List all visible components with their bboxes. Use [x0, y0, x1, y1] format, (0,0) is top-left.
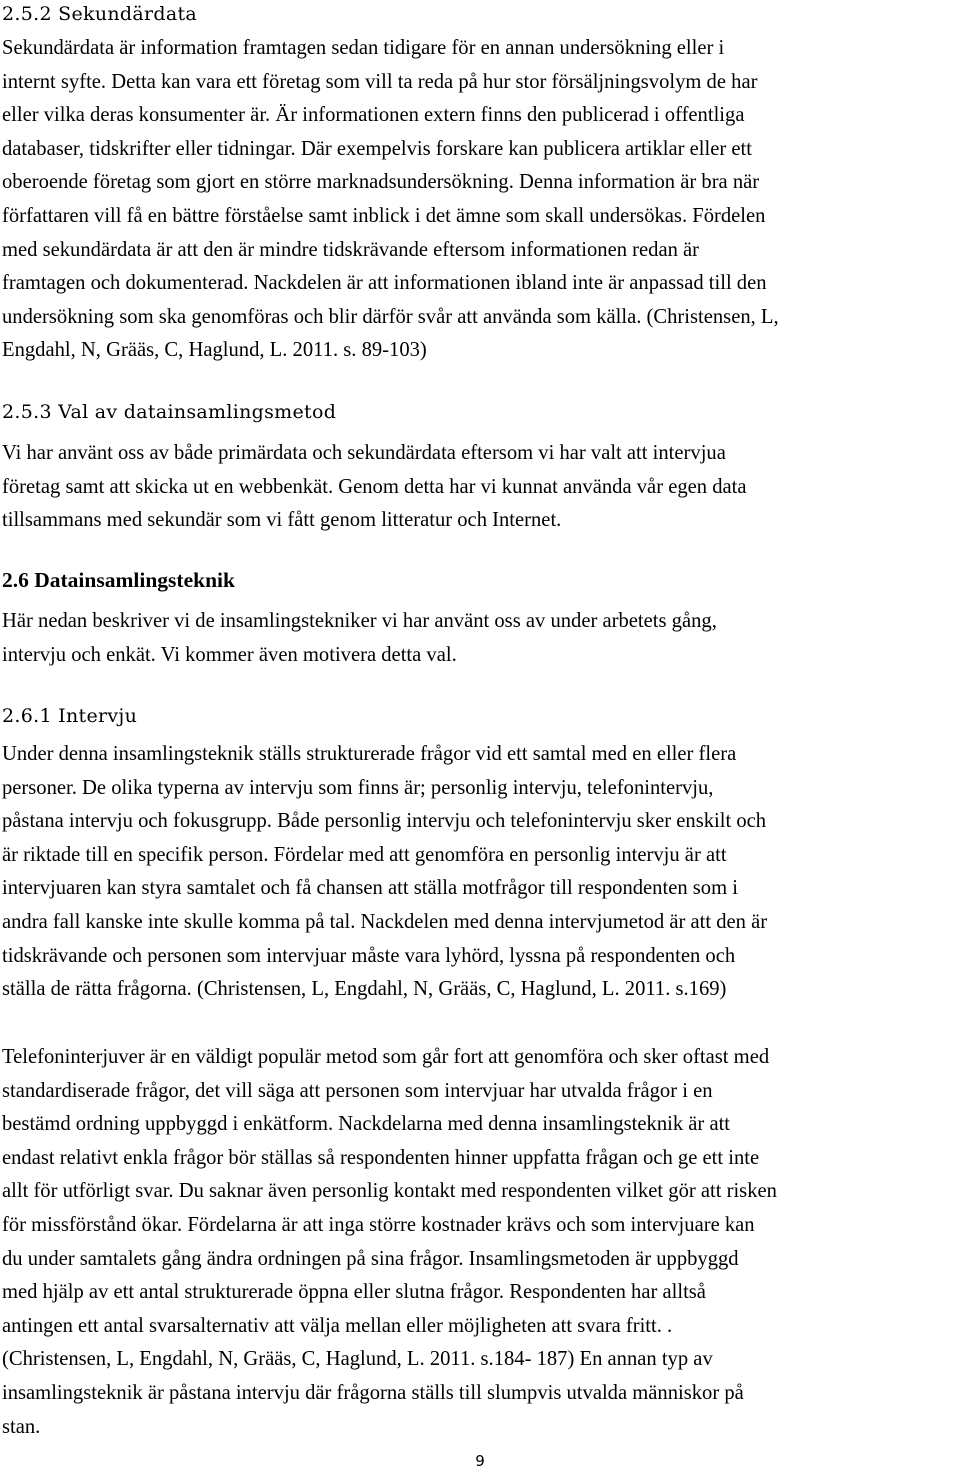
- text-line: Vi har använt oss av både primärdata och sekundärdata eftersom vi har valt att intervjua: [2, 442, 726, 464]
- text-line: eller vilka deras konsumenter är. Är informationen extern finns den publicerad i offentliga: [2, 104, 745, 127]
- text-line: databaser, tidskrifter eller tidningar. Där exempelvis forskare kan publicera artiklar eller ett: [2, 137, 752, 160]
- text-line: oberoende företag som gjort en större marknadsundersökning. Denna information är bra när: [2, 171, 760, 194]
- text-line: endast relativt enkla frågor bör ställas så respondenten hinner uppfatta frågan och ge ett inte: [2, 1146, 760, 1169]
- text-line: andra fall kanske inte skulle komma på tal. Nackdelen med denna intervjumetod är att den är: [2, 910, 768, 933]
- text-line: för missförstånd ökar. Fördelarna är att inga större kostnader krävs och som intervjuare kan: [2, 1213, 755, 1236]
- text-line: med sekundärdata är att den är mindre tidskrävande eftersom informationen redan är: [2, 238, 700, 261]
- text-line: (Christensen, L, Engdahl, N, Grääs, C, Haglund, L. 2011. s.184- 187) En annan typ av: [2, 1348, 713, 1371]
- page-number: 9: [475, 1452, 485, 1470]
- text-line: påstana intervju och fokusgrupp. Både personlig intervju och telefonintervju sker enskilt och: [2, 810, 767, 833]
- text-line: med hjälp av ett antal strukturerade öppna eller slutna frågor. Respondenten har alltså: [2, 1281, 706, 1304]
- text-line: Engdahl, N, Grääs, C, Haglund, L. 2011. s. 89-103): [2, 339, 427, 362]
- text-line: undersökning som ska genomföras och blir därför svår att använda som källa. (Christensen, L,: [2, 305, 779, 328]
- text-line: är riktade till en specifik person. Fördelar med att genomföra en personlig intervju är att: [2, 843, 727, 866]
- paragraph-sekundardata: [2, 32, 960, 368]
- text-line: standardiserade frågor, det vill säga att personen som intervjuar har utvalda frågor i en: [2, 1079, 713, 1102]
- text-line: tidskrävande och personen som intervjuar måste vara lyhörd, lyssna på respondenten och: [2, 944, 736, 967]
- text-line: intervjuaren kan styra samtalet och få chansen att ställa motfrågor till respondenten som i: [2, 877, 738, 900]
- text-line: framtagen och dokumenterad. Nackdelen är att informationen ibland inte är anpassad till den: [2, 272, 767, 295]
- text-line: Här nedan beskriver vi de insamlingstekniker vi har använt oss av under arbetets gång,: [2, 610, 717, 632]
- paragraph-telefonintervjuer: [2, 1041, 960, 1444]
- section-heading-2-5-3: 2.5.3 Val av datainsamlingsmetod: [2, 401, 337, 423]
- text-line: internt syfte. Detta kan vara ett företag som vill ta reda på hur stor försäljningsvolym de har: [2, 70, 758, 93]
- section-heading-2-5-2: 2.5.2 Sekundärdata: [2, 3, 198, 25]
- text-line: insamlingsteknik är påstana intervju där frågorna ställs till slumpvis utvalda människor på: [2, 1381, 744, 1404]
- text-line: ställa de rätta frågorna. (Christensen, L, Engdahl, N, Grääs, C, Haglund, L. 2011. s.169): [2, 978, 727, 1001]
- text-line: antingen ett antal svarsalternativ att välja mellan eller möjligheten att svara fritt. .: [2, 1314, 673, 1337]
- text-line: personer. De olika typerna av intervju som finns är; personlig intervju, telefonintervju,: [2, 776, 714, 799]
- text-line: allt för utförligt svar. Du saknar även personlig kontakt med respondenten vilket gör att risken: [2, 1180, 777, 1203]
- text-line: författaren vill få en bättre förståelse samt inblick i det ämne som skall undersökas. Fördelen: [2, 204, 766, 227]
- text-line: tillsammans med sekundär som vi fått genom litteratur och Internet.: [2, 509, 562, 532]
- paragraph-intervju: [2, 738, 960, 1007]
- text-line: företag samt att skicka ut en webbenkät. Genom detta har vi kunnat använda vår egen data: [2, 475, 747, 498]
- text-line: du under samtalets gång ändra ordningen på sina frågor. Insamlingsmetoden är uppbyggd: [2, 1247, 739, 1270]
- section-heading-2-6: 2.6 Datainsamlingsteknik: [2, 568, 235, 592]
- text-line: bestämd ordning uppbyggd i enkätform. Nackdelarna med denna insamlingsteknik är att: [2, 1113, 731, 1136]
- paragraph-val-av-datainsamlingsmetod: [2, 437, 960, 538]
- text-line: Telefoninterjuver är en väldigt populär metod som går fort att genomföra och sker oftast med: [2, 1046, 770, 1068]
- text-line: Sekundärdata är information framtagen sedan tidigare för en annan undersökning eller i: [2, 37, 725, 59]
- text-line: Under denna insamlingsteknik ställs strukturerade frågor vid ett samtal med en eller flera: [2, 743, 737, 765]
- text-line: intervju och enkät. Vi kommer även motivera detta val.: [2, 643, 457, 666]
- text-line: stan.: [2, 1415, 41, 1438]
- paragraph-datainsamlingsteknik: [2, 605, 960, 672]
- section-heading-2-6-1: 2.6.1 Intervju: [2, 705, 138, 727]
